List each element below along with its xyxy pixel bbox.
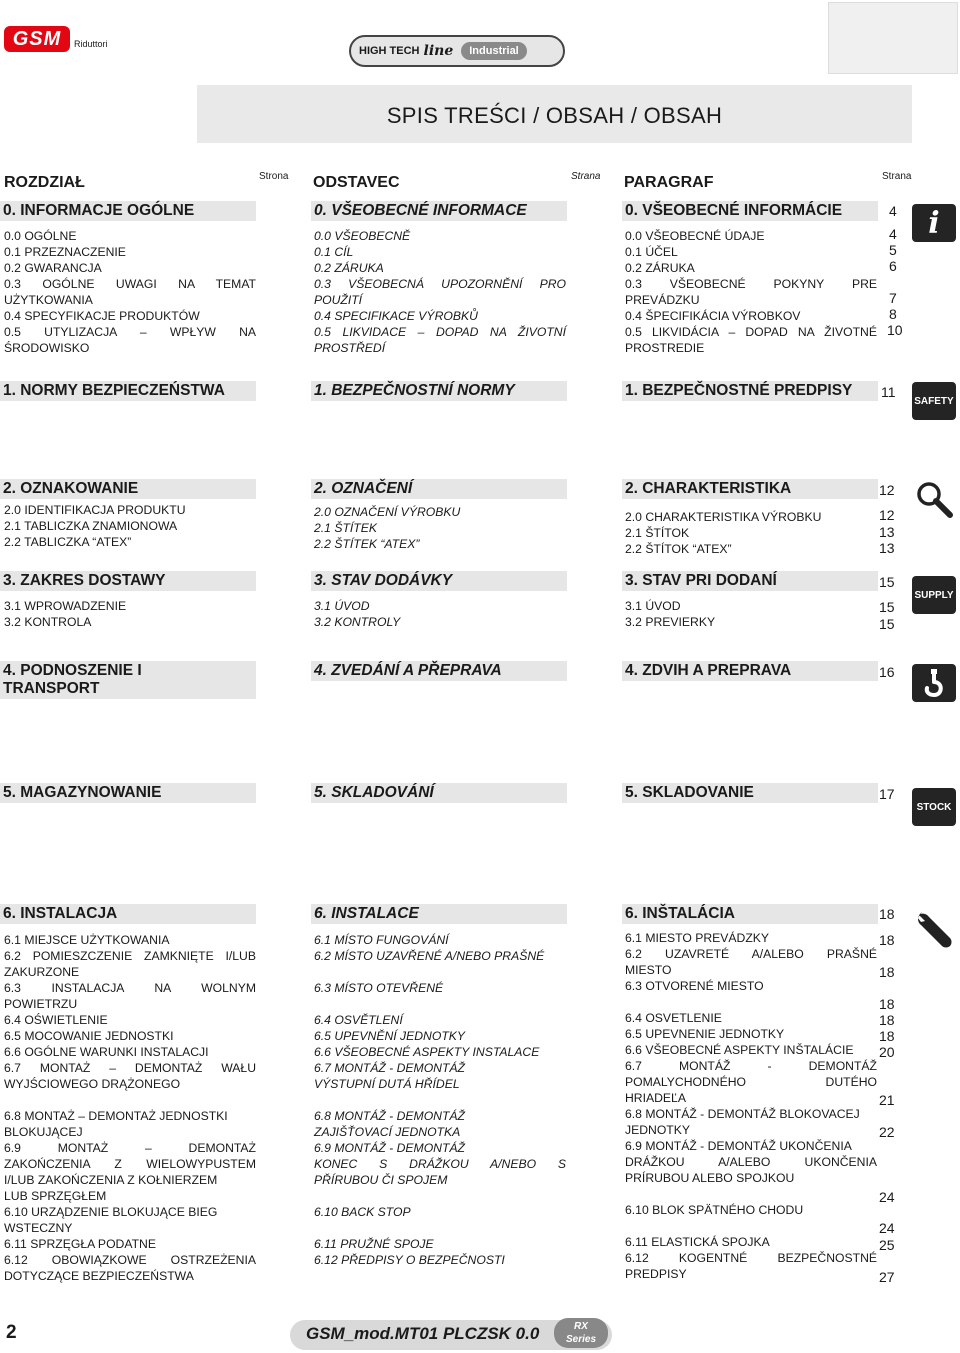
col-strana-sk: Strana: [882, 171, 912, 182]
section-title: 4. ZVEDÁNÍ A PŘEPRAVA: [311, 661, 567, 681]
page-number: 16: [879, 664, 895, 680]
section-title-line: 4. PODNOSZENIE I: [3, 662, 142, 679]
entry-list-sk: [625, 509, 821, 557]
entry-list-cz: [314, 932, 566, 1268]
toc-line: POUŽITÍ: [314, 293, 363, 307]
toc-line: POWIETRZU: [4, 997, 78, 1011]
toc-line: 6.9 MONTAŻ – DEMONTAŻ: [4, 1141, 256, 1155]
page-number: 18: [879, 906, 895, 922]
industrial-label: Industrial: [461, 42, 527, 60]
section-title: 0. VŠEOBECNÉ INFORMÁCIE: [622, 201, 878, 221]
toc-line: PREDPISY: [625, 1267, 687, 1281]
page-number: 5: [889, 242, 897, 258]
page-number: 6: [889, 258, 897, 274]
entry-list-sk: [625, 930, 877, 1282]
entry-list-pl: [4, 932, 256, 1284]
page-number: 12: [879, 507, 895, 523]
page-number: 18: [879, 996, 895, 1012]
toc-line: [625, 994, 877, 1010]
toc-line: [314, 1188, 566, 1204]
page-number: 7: [889, 290, 897, 306]
entry-list-sk: [625, 598, 715, 630]
toc-line: 6.7 MONTÁŽ - DEMONTÁŽ: [314, 1061, 465, 1075]
toc-line: 6.5 UPEVNENIE JEDNOTKY: [625, 1027, 785, 1041]
col-strana-cz: Strana: [571, 171, 601, 182]
toc-line: 6.4 OŚWIETLENIE: [4, 1013, 108, 1027]
toc-line: 0.1 PRZEZNACZENIE: [4, 245, 126, 259]
toc-line: 0.1 CÍL: [314, 245, 354, 259]
toc-line: 0.3 VŠEOBECNÉ POKYNY PRE: [625, 277, 877, 291]
toc-line: 2.0 IDENTIFIKACJA PRODUKTU: [4, 503, 186, 517]
toc-line: [625, 1186, 877, 1202]
toc-line: 2.2 TABLICZKA “ATEX”: [4, 535, 132, 549]
toc-line: 6.11 PRUŽNÉ SPOJE: [314, 1237, 434, 1251]
toc-line: 0.2 GWARANCJA: [4, 261, 102, 275]
toc-line: 6.12 OBOWIĄZKOWE OSTRZEŻENIA: [4, 1253, 256, 1267]
rx-series-badge: [554, 1318, 608, 1348]
magnifier-icon: [912, 477, 956, 521]
high-tech-label: HIGH TECH: [359, 45, 420, 57]
toc-line: 6.10 URZĄDZENIE BLOKUJĄCE BIEG: [4, 1205, 218, 1219]
toc-line: UŻYTKOWANIA: [4, 293, 93, 307]
page-number: 25: [879, 1237, 895, 1253]
toc-line: LUB SPRZĘGŁEM: [4, 1189, 107, 1203]
page-number: 4: [889, 203, 897, 219]
page-number: 13: [879, 524, 895, 540]
page-number: 21: [879, 1092, 895, 1108]
toc-line: [314, 996, 566, 1012]
toc-line: [625, 1218, 877, 1234]
toc-line: 6.1 MIESTO PREVÁDZKY: [625, 931, 770, 945]
toc-line: 6.7 MONTAŻ – DEMONTAŻ WAŁU: [4, 1061, 256, 1075]
toc-line: ŚRODOWISKO: [4, 341, 90, 355]
toc-line: DOTYCZĄCE BEZPIECZEŃSTWA: [4, 1269, 194, 1283]
section-title: 5. SKLADOVANIE: [622, 783, 878, 803]
toc-line: KONEC S DRÁŽKOU A/NEBO S: [314, 1157, 566, 1171]
toc-line: 6.7 MONTÁŽ - DEMONTÁŽ: [625, 1059, 877, 1073]
section-title: 0. INFORMACJE OGÓLNE: [0, 201, 256, 221]
supply-icon: SUPPLY: [912, 576, 956, 614]
page-number-footer: 2: [6, 1322, 17, 1343]
page-number: 8: [889, 306, 897, 322]
toc-line: 0.2 ZÁRUKA: [314, 261, 384, 275]
toc-line: PRÍRUBOU ALEBO SPOJKOU: [625, 1171, 795, 1185]
toc-line: DRÁŽKOU A/ALEBO UKONČENIA: [625, 1155, 877, 1169]
toc-line: [314, 1220, 566, 1236]
toc-line: 6.11 SPRZĘGŁA PODATNE: [4, 1237, 156, 1251]
toc-line: 6.4 OSVĚTLENÍ: [314, 1013, 403, 1027]
section-title: 6. INŠTALÁCIA: [622, 904, 878, 924]
toc-line: 3.2 PREVIERKY: [625, 615, 716, 629]
section-title: 6. INSTALACJA: [0, 904, 256, 924]
section-title: 1. NORMY BEZPIECZEŃSTWA: [0, 381, 256, 401]
toc-line: 6.6 OGÓLNE WARUNKI INSTALACJI: [4, 1045, 209, 1059]
toc-line: 0.5 LIKVIDÁCIA – DOPAD NA ŽIVOTNÉ: [625, 325, 877, 339]
toc-line: PROSTŘEDÍ: [314, 341, 386, 355]
toc-line: 0.5 UTYLIZACJA – WPŁYW NA: [4, 325, 256, 339]
document-code: GSM_mod.MT01 PLCZSK 0.0: [306, 1324, 540, 1343]
toc-line: [314, 1092, 566, 1108]
toc-line: 6.8 MONTAŻ – DEMONTAŻ JEDNOSTKI: [4, 1109, 228, 1123]
toc-line: MIESTO: [625, 963, 672, 977]
toc-line: [314, 964, 566, 980]
page-number: 18: [879, 1012, 895, 1028]
page-number: 22: [879, 1124, 895, 1140]
toc-line: 2.2 ŠTÍTEK “ATEX”: [314, 537, 420, 551]
toc-line: 6.9 MONTÁŽ - DEMONTÁŽ UKONČENIA: [625, 1139, 852, 1153]
toc-line: 6.9 MONTÁŽ - DEMONTÁŽ: [314, 1141, 465, 1155]
toc-line: 6.2 POMIESZCZENIE ZAMKNIĘTE I/LUB: [4, 949, 256, 963]
toc-line: ZAKURZONE: [4, 965, 80, 979]
entry-list-pl: [4, 502, 186, 550]
toc-line: 6.12 KOGENTNÉ BEZPEČNOSTNÉ: [625, 1251, 877, 1265]
line-label: line: [423, 43, 454, 59]
page-number: 17: [879, 786, 895, 802]
section-title: 3. STAV PRI DODANÍ: [622, 571, 878, 591]
page-number: 15: [879, 599, 895, 615]
toc-line: 3.2 KONTROLA: [4, 615, 92, 629]
gsm-logo: GSM: [4, 26, 70, 52]
toc-line: 3.2 KONTROLY: [314, 615, 401, 629]
page-number: 27: [879, 1269, 895, 1285]
toc-line: [4, 1092, 256, 1108]
high-tech-line-badge: [349, 35, 565, 67]
toc-line: 2.0 CHARAKTERISTIKA VÝROBKU: [625, 510, 822, 524]
toc-line: 0.3 OGÓLNE UWAGI NA TEMAT: [4, 277, 256, 291]
page-number: 18: [879, 1028, 895, 1044]
toc-line: WSTECZNY: [4, 1221, 73, 1235]
entry-list-pl: [4, 228, 256, 356]
toc-line: 6.2 MÍSTO UZAVŘENÉ A/NEBO PRAŠNÉ: [314, 949, 545, 963]
entry-list-cz: [314, 228, 566, 356]
section-title-line: TRANSPORT: [3, 680, 100, 697]
page-number: 15: [879, 574, 895, 590]
info-icon: i: [912, 204, 956, 242]
toc-line: 6.10 BLOK SPÄTNÉHO CHODU: [625, 1203, 804, 1217]
toc-line: I/LUB ZAKOŃCZENIA Z KOŁNIERZEM: [4, 1173, 218, 1187]
section-title: 0. VŠEOBECNÉ INFORMACE: [311, 201, 567, 221]
toc-line: 2.1 ŠTÍTEK: [314, 521, 377, 535]
toc-line: 0.2 ZÁRUKA: [625, 261, 695, 275]
toc-line: 2.1 ŠTÍTOK: [625, 526, 690, 540]
stock-icon: STOCK: [912, 788, 956, 826]
toc-line: 0.0 VŠEOBECNÉ ÚDAJE: [625, 229, 765, 243]
toc-line: 0.5 LIKVIDACE – DOPAD NA ŽIVOTNÍ: [314, 325, 566, 339]
toc-line: 0.3 VŠEOBECNÁ UPOZORNĚNÍ PRO: [314, 277, 566, 291]
toc-line: ZAKOŃCZENIA Z WIELOWYPUSTEM: [4, 1157, 256, 1171]
toc-line: PŘÍRUBOU ČI SPOJEM: [314, 1173, 448, 1187]
toc-line: WYJŚCIOWEGO DRĄŻONEGO: [4, 1077, 181, 1091]
toc-line: BLOKUJĄCEJ: [4, 1125, 83, 1139]
toc-line: 3.1 ÚVOD: [314, 599, 370, 613]
hook-icon: [912, 664, 956, 702]
col-head-pl: ROZDZIAŁ: [4, 174, 85, 191]
safety-icon: SAFETY: [912, 382, 956, 420]
toc-line: 6.10 BACK STOP: [314, 1205, 411, 1219]
toc-line: 6.12 PŘEDPISY O BEZPEČNOSTI: [314, 1253, 505, 1267]
page-number: 15: [879, 616, 895, 632]
col-strona-pl: Strona: [259, 171, 289, 182]
toc-line: 6.3 INSTALACJA NA WOLNYM: [4, 981, 256, 995]
toc-line: 6.5 MOCOWANIE JEDNOSTKI: [4, 1029, 174, 1043]
page-number: 24: [879, 1189, 895, 1205]
toc-line: 0.0 OGÓLNE: [4, 229, 77, 243]
section-title: 5. MAGAZYNOWANIE: [0, 783, 256, 803]
toc-line: 0.1 ÚČEL: [625, 245, 678, 259]
toc-line: 6.2 UZAVRETÉ A/ALEBO PRAŠNÉ: [625, 947, 877, 961]
page-number: 24: [879, 1220, 895, 1236]
series-label: Series: [565, 1334, 597, 1345]
entry-list-cz: [314, 598, 400, 630]
section-title: 6. INSTALACE: [311, 904, 567, 924]
toc-line: 6.8 MONTÁŽ - DEMONTÁŽ: [314, 1109, 465, 1123]
toc-line: 6.11 ELASTICKÁ SPOJKA: [625, 1235, 770, 1249]
section-title: 3. ZAKRES DOSTAWY: [0, 571, 256, 591]
toc-line: 6.5 UPEVNĚNÍ JEDNOTKY: [314, 1029, 466, 1043]
toc-line: 6.8 MONTÁŽ - DEMONTÁŽ BLOKOVACEJ: [625, 1107, 860, 1121]
toc-line: 2.0 OZNAČENÍ VÝROBKU: [314, 505, 461, 519]
toc-line: 3.1 WPROWADZENIE: [4, 599, 127, 613]
logo-subtitle: Riduttori: [74, 39, 108, 49]
toc-line: 0.4 ŠPECIFIKÁCIA VÝROBKOV: [625, 309, 801, 323]
toc-line: PREVÁDZKU: [625, 293, 700, 307]
col-head-cz: ODSTAVEC: [313, 174, 400, 191]
page-number: 18: [879, 964, 895, 980]
toc-line: 6.4 OSVETLENIE: [625, 1011, 722, 1025]
section-title: 2. OZNAČENÍ: [311, 479, 567, 499]
toc-line: ZAJIŠŤOVACÍ JEDNOTKA: [314, 1125, 461, 1139]
entry-list-pl: [4, 598, 126, 630]
page-number: 10: [887, 322, 903, 338]
toc-line: POMALYCHODNÉHO DUTÉHO: [625, 1075, 877, 1089]
toc-line: 6.6 VŠEOBECNÉ ASPEKTY INŠTALÁCIE: [625, 1043, 854, 1057]
section-title: 2. OZNAKOWANIE: [0, 479, 256, 499]
wrench-icon: [912, 906, 956, 950]
rx-label: RX: [574, 1321, 588, 1332]
toc-line: PROSTREDIE: [625, 341, 705, 355]
toc-line: 0.4 SPECYFIKACJE PRODUKTÓW: [4, 309, 200, 323]
corner-tab: [828, 2, 958, 74]
entry-list-cz: [314, 504, 460, 552]
section-title: 1. BEZPEČNOSTNÉ PREDPISY: [622, 381, 878, 401]
toc-line: 0.0 VŠEOBECNĚ: [314, 229, 411, 243]
page-number: 13: [879, 540, 895, 556]
section-title: 3. STAV DODÁVKY: [311, 571, 567, 591]
toc-line: HRIADEĽA: [625, 1091, 686, 1105]
section-title: 4. ZDVIH A PREPRAVA: [622, 661, 878, 681]
entry-list-sk: [625, 228, 877, 356]
col-head-sk: PARAGRAF: [624, 174, 714, 191]
toc-line: VÝSTUPNÍ DUTÁ HŘÍDEL: [314, 1077, 460, 1091]
section-title: [0, 661, 256, 699]
section-title: 2. CHARAKTERISTIKA: [622, 479, 878, 499]
toc-line: 2.1 TABLICZKA ZNAMIONOWA: [4, 519, 178, 533]
toc-line: 6.3 MÍSTO OTEVŘENÉ: [314, 981, 444, 995]
toc-line: JEDNOTKY: [625, 1123, 691, 1137]
toc-line: 3.1 ÚVOD: [625, 599, 681, 613]
page-number: 12: [879, 482, 895, 498]
page-title: SPIS TREŚCI / OBSAH / OBSAH: [386, 103, 723, 128]
toc-line: 6.6 VŠEOBECNÉ ASPEKTY INSTALACE: [314, 1045, 540, 1059]
page-number: 11: [881, 384, 896, 400]
toc-line: 6.1 MIEJSCE UŻYTKOWANIA: [4, 933, 170, 947]
toc-line: 6.3 OTVORENÉ MIESTO: [625, 979, 764, 993]
page-number: 20: [879, 1044, 895, 1060]
section-title: 1. BEZPEČNOSTNÍ NORMY: [311, 381, 567, 401]
page-number: 18: [879, 932, 895, 948]
page-number: 4: [889, 226, 897, 242]
toc-line: 2.2 ŠTÍTOK “ATEX”: [625, 542, 732, 556]
toc-line: 0.4 SPECIFIKACE VÝROBKŮ: [314, 309, 478, 323]
toc-line: 6.1 MÍSTO FUNGOVÁNÍ: [314, 933, 449, 947]
section-title: 5. SKLADOVÁNÍ: [311, 783, 567, 803]
